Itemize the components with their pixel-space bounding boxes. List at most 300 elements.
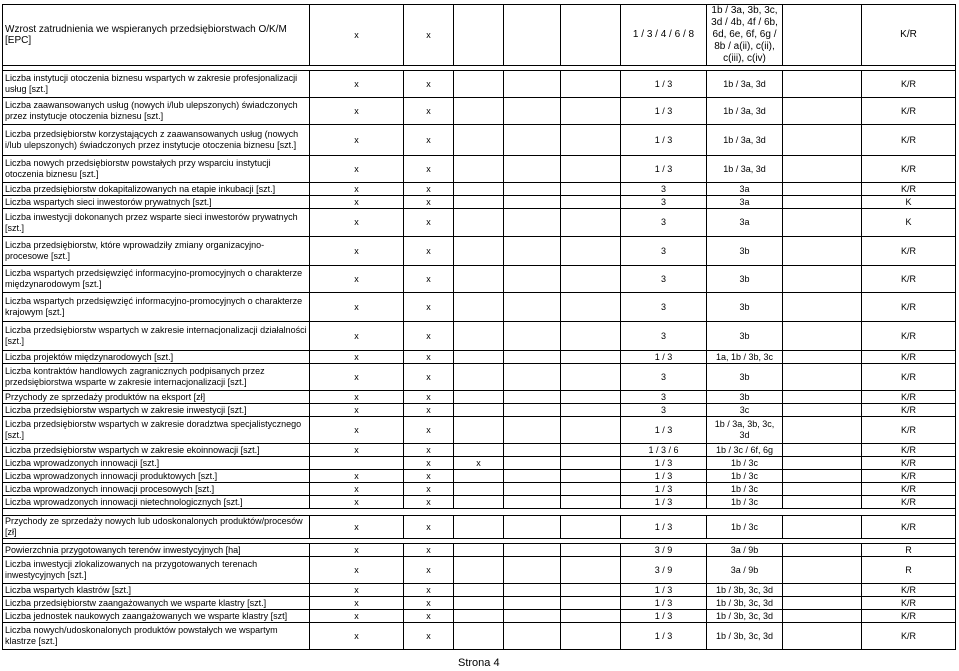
table-row [3,209,956,237]
mark-cell: x [310,483,404,496]
level-cell: K/R [862,293,956,322]
mark-cell [454,444,504,457]
table-row [3,544,956,557]
mark-cell: x [310,610,404,623]
level-cell: K/R [862,125,956,156]
empty-cell [561,293,621,322]
table-row [3,584,956,597]
table-row [3,237,956,266]
empty-cell [504,351,561,364]
axis-number-cell: 1 / 3 [621,516,707,539]
indicators-table [2,4,956,650]
level-cell: K/R [862,156,956,183]
mark-cell: x [404,470,454,483]
priority-codes-cell: 3b [707,364,783,391]
empty-cell [561,496,621,509]
level-cell: K/R [862,444,956,457]
empty-cell [504,364,561,391]
empty-cell [561,544,621,557]
axis-number-cell: 1 / 3 [621,457,707,470]
mark-cell: x [404,209,454,237]
level-cell: K/R [862,266,956,293]
mark-cell: x [404,391,454,404]
indicator-name-cell: Liczba przedsiębiorstw wspartych w zakresie internacjonalizacji działalności [szt.] [3,322,310,351]
empty-cell [783,98,862,125]
empty-cell [783,196,862,209]
empty-cell [561,623,621,650]
empty-cell [561,516,621,539]
table-row [3,322,956,351]
level-cell: R [862,557,956,584]
table-row [3,266,956,293]
table-row [3,196,956,209]
axis-number-cell: 3 [621,209,707,237]
level-cell: K/R [862,404,956,417]
table-row [3,404,956,417]
level-cell: K/R [862,417,956,444]
axis-number-cell: 3 [621,322,707,351]
mark-cell [454,544,504,557]
level-cell: K/R [862,364,956,391]
mark-cell [454,98,504,125]
mark-cell: x [310,444,404,457]
priority-codes-cell: 1b / 3a, 3b, 3c, 3d / 4b, 4f / 6b, 6d, 6e, 6f, 6g / 8b / a(ii), c(ii), c(iii), c(iv) [707,5,783,66]
empty-cell [504,209,561,237]
mark-cell: x [404,196,454,209]
priority-codes-cell: 3b [707,391,783,404]
mark-cell: x [404,404,454,417]
level-cell: K/R [862,183,956,196]
table-row [3,351,956,364]
axis-number-cell: 1 / 3 [621,125,707,156]
mark-cell: x [310,364,404,391]
mark-cell: x [404,5,454,66]
mark-cell: x [404,610,454,623]
table-row [3,183,956,196]
empty-cell [504,196,561,209]
priority-codes-cell: 3b [707,322,783,351]
empty-cell [504,584,561,597]
axis-number-cell: 1 / 3 / 6 [621,444,707,457]
empty-cell [561,71,621,98]
axis-number-cell: 1 / 3 [621,597,707,610]
empty-cell [504,98,561,125]
mark-cell: x [310,237,404,266]
empty-cell [561,209,621,237]
mark-cell: x [404,623,454,650]
axis-number-cell: 1 / 3 [621,584,707,597]
mark-cell: x [310,516,404,539]
empty-cell [783,404,862,417]
table-row [3,417,956,444]
mark-cell [454,417,504,444]
empty-cell [783,457,862,470]
mark-cell: x [404,364,454,391]
indicator-name-cell: Liczba wspartych klastrów [szt.] [3,584,310,597]
indicator-name-cell: Liczba instytucji otoczenia biznesu wspartych w zakresie profesjonalizacji usług [szt.] [3,71,310,98]
axis-number-cell: 3 [621,364,707,391]
empty-cell [561,322,621,351]
table-row [3,496,956,509]
axis-number-cell: 1 / 3 [621,98,707,125]
mark-cell [454,623,504,650]
indicator-name-cell: Liczba kontraktów handlowych zagranicznych podpisanych przez przedsiębiorstwa wsparte w zakresie internacjonalizacji [szt.] [3,364,310,391]
priority-codes-cell: 3a [707,209,783,237]
empty-cell [561,610,621,623]
mark-cell [454,293,504,322]
empty-cell [783,417,862,444]
priority-codes-cell: 3b [707,237,783,266]
mark-cell: x [454,457,504,470]
mark-cell: x [404,444,454,457]
mark-cell [454,610,504,623]
empty-cell [561,237,621,266]
indicator-name-cell: Liczba projektów międzynarodowych [szt.] [3,351,310,364]
mark-cell: x [310,71,404,98]
level-cell: K/R [862,470,956,483]
priority-codes-cell: 1b / 3a, 3d [707,71,783,98]
empty-cell [783,391,862,404]
empty-cell [783,71,862,98]
empty-cell [783,584,862,597]
table-row [3,156,956,183]
empty-cell [561,98,621,125]
empty-cell [783,125,862,156]
mark-cell [454,183,504,196]
empty-cell [561,351,621,364]
level-cell: K/R [862,237,956,266]
empty-cell [783,5,862,66]
level-cell: K/R [862,322,956,351]
level-cell: K/R [862,516,956,539]
table-row [3,444,956,457]
table-row [3,71,956,98]
empty-cell [561,156,621,183]
mark-cell: x [404,156,454,183]
indicator-name-cell: Liczba przedsiębiorstw zaangażowanych we wsparte klastry [szt.] [3,597,310,610]
mark-cell [454,557,504,584]
mark-cell: x [404,496,454,509]
level-cell: K/R [862,71,956,98]
level-cell: K/R [862,610,956,623]
empty-cell [504,322,561,351]
mark-cell [454,125,504,156]
spacer-row [3,509,956,516]
empty-cell [561,597,621,610]
indicator-name-cell: Liczba wspartych przedsięwzięć informacyjno-promocyjnych o charakterze krajowym [szt.] [3,293,310,322]
empty-cell [783,293,862,322]
mark-cell [454,156,504,183]
mark-cell: x [404,351,454,364]
axis-number-cell: 1 / 3 [621,156,707,183]
table-body [3,5,956,650]
empty-cell [561,125,621,156]
mark-cell: x [404,417,454,444]
level-cell: K/R [862,584,956,597]
priority-codes-cell: 1b / 3b, 3c, 3d [707,597,783,610]
empty-cell [504,5,561,66]
mark-cell: x [404,98,454,125]
empty-cell [504,266,561,293]
mark-cell: x [310,125,404,156]
level-cell: K/R [862,391,956,404]
axis-number-cell: 1 / 3 [621,351,707,364]
mark-cell: x [404,71,454,98]
empty-cell [783,483,862,496]
indicator-name-cell: Liczba wprowadzonych innowacji [szt.] [3,457,310,470]
priority-codes-cell: 1b / 3c / 6f, 6g [707,444,783,457]
table-row [3,457,956,470]
mark-cell: x [310,470,404,483]
empty-cell [504,516,561,539]
indicator-name-cell: Przychody ze sprzedaży nowych lub udoskonalonych produktów/procesów [zł] [3,516,310,539]
level-cell: K [862,209,956,237]
empty-cell [504,125,561,156]
empty-cell [504,457,561,470]
empty-cell [783,266,862,293]
level-cell: K/R [862,457,956,470]
level-cell: K/R [862,483,956,496]
axis-number-cell: 3 / 9 [621,557,707,584]
level-cell: R [862,544,956,557]
priority-codes-cell: 1b / 3b, 3c, 3d [707,584,783,597]
mark-cell: x [310,5,404,66]
indicator-name-cell: Liczba przedsiębiorstw wspartych w zakresie inwestycji [szt.] [3,404,310,417]
level-cell: K [862,196,956,209]
priority-codes-cell: 1a, 1b / 3b, 3c [707,351,783,364]
table-row [3,293,956,322]
empty-cell [504,496,561,509]
empty-cell [783,610,862,623]
empty-cell [504,71,561,98]
indicator-name-cell: Liczba przedsiębiorstw korzystających z zaawansowanych usług (nowych i/lub ulepszonych) świadczonych przez instytucje otoczenia biznesu [szt.] [3,125,310,156]
empty-cell [504,623,561,650]
mark-cell: x [310,351,404,364]
empty-cell [783,623,862,650]
mark-cell [454,5,504,66]
mark-cell [454,364,504,391]
empty-cell [504,470,561,483]
axis-number-cell: 3 [621,183,707,196]
empty-cell [561,404,621,417]
empty-cell [561,196,621,209]
table-row [3,623,956,650]
mark-cell: x [310,544,404,557]
priority-codes-cell: 3a / 9b [707,557,783,584]
mark-cell: x [310,597,404,610]
empty-cell [783,516,862,539]
empty-cell [561,183,621,196]
priority-codes-cell: 1b / 3c [707,470,783,483]
mark-cell [454,516,504,539]
empty-cell [504,597,561,610]
empty-cell [561,584,621,597]
empty-cell [783,322,862,351]
priority-codes-cell: 1b / 3c [707,496,783,509]
mark-cell: x [404,293,454,322]
empty-cell [783,364,862,391]
priority-codes-cell: 1b / 3a, 3d [707,125,783,156]
mark-cell: x [310,496,404,509]
empty-cell [504,156,561,183]
empty-cell [504,404,561,417]
mark-cell: x [310,293,404,322]
mark-cell: x [404,544,454,557]
table-row [3,470,956,483]
mark-cell: x [310,209,404,237]
axis-number-cell: 3 [621,237,707,266]
indicator-name-cell: Liczba przedsiębiorstw wspartych w zakresie ekoinnowacji [szt.] [3,444,310,457]
axis-number-cell: 1 / 3 [621,496,707,509]
mark-cell [454,237,504,266]
priority-codes-cell: 3b [707,293,783,322]
empty-cell [561,266,621,293]
table-row [3,557,956,584]
mark-cell: x [310,623,404,650]
empty-cell [783,209,862,237]
empty-cell [504,183,561,196]
empty-cell [783,237,862,266]
mark-cell: x [310,196,404,209]
mark-cell: x [310,98,404,125]
mark-cell: x [310,156,404,183]
indicator-name-cell: Wzrost zatrudnienia we wspieranych przedsiębiorstwach O/K/M [EPC] [3,5,310,66]
mark-cell: x [404,183,454,196]
axis-number-cell: 1 / 3 [621,610,707,623]
table-row [3,98,956,125]
axis-number-cell: 1 / 3 [621,470,707,483]
mark-cell [454,196,504,209]
empty-cell [504,610,561,623]
level-cell: K/R [862,496,956,509]
empty-cell [561,417,621,444]
mark-cell: x [310,557,404,584]
priority-codes-cell: 3b [707,266,783,293]
indicator-name-cell: Liczba inwestycji dokonanych przez wsparte sieci inwestorów prywatnych [szt.] [3,209,310,237]
priority-codes-cell: 3a [707,183,783,196]
empty-cell [561,557,621,584]
empty-cell [561,5,621,66]
priority-codes-cell: 3a [707,196,783,209]
indicator-name-cell: Liczba wspartych przedsięwzięć informacyjno-promocyjnych o charakterze międzynarodowym [szt.] [3,266,310,293]
mark-cell: x [404,557,454,584]
axis-number-cell: 1 / 3 [621,483,707,496]
empty-cell [561,470,621,483]
priority-codes-cell: 1b / 3c [707,483,783,496]
empty-cell [783,351,862,364]
level-cell: K/R [862,5,956,66]
spacer-cell [3,509,956,516]
empty-cell [504,391,561,404]
mark-cell [454,470,504,483]
priority-codes-cell: 1b / 3c [707,457,783,470]
indicator-name-cell: Liczba wprowadzonych innowacji nietechnologicznych [szt.] [3,496,310,509]
indicator-name-cell: Liczba wspartych sieci inwestorów prywatnych [szt.] [3,196,310,209]
empty-cell [561,364,621,391]
priority-codes-cell: 3a / 9b [707,544,783,557]
empty-cell [783,557,862,584]
level-cell: K/R [862,98,956,125]
mark-cell: x [404,597,454,610]
mark-cell [454,351,504,364]
axis-number-cell: 1 / 3 / 4 / 6 / 8 [621,5,707,66]
indicator-name-cell: Powierzchnia przygotowanych terenów inwestycyjnych [ha] [3,544,310,557]
mark-cell [310,457,404,470]
mark-cell: x [404,516,454,539]
mark-cell: x [310,322,404,351]
mark-cell [454,322,504,351]
mark-cell: x [310,404,404,417]
empty-cell [504,544,561,557]
mark-cell: x [404,322,454,351]
table-row [3,516,956,539]
priority-codes-cell: 1b / 3b, 3c, 3d [707,610,783,623]
priority-codes-cell: 1b / 3a, 3d [707,98,783,125]
priority-codes-cell: 1b / 3b, 3c, 3d [707,623,783,650]
mark-cell [454,404,504,417]
empty-cell [504,483,561,496]
indicator-name-cell: Liczba inwestycji zlokalizowanych na przygotowanych terenach inwestycyjnych [szt.] [3,557,310,584]
indicator-name-cell: Liczba nowych/udoskonalonych produktów powstałych we wspartym klastrze [szt.] [3,623,310,650]
empty-cell [561,457,621,470]
page-number: Strona 4 [458,657,500,669]
table-row [3,391,956,404]
indicator-name-cell: Liczba wprowadzonych innowacji produktowych [szt.] [3,470,310,483]
axis-number-cell: 3 [621,196,707,209]
level-cell: K/R [862,623,956,650]
empty-cell [783,496,862,509]
priority-codes-cell: 1b / 3a, 3d [707,156,783,183]
mark-cell: x [310,584,404,597]
mark-cell: x [404,457,454,470]
mark-cell: x [404,237,454,266]
indicator-name-cell: Liczba przedsiębiorstw wspartych w zakresie doradztwa specjalistycznego [szt.] [3,417,310,444]
mark-cell [454,483,504,496]
empty-cell [504,557,561,584]
axis-number-cell: 3 [621,266,707,293]
indicator-name-cell: Liczba zaawansowanych usług (nowych i/lub ulepszonych) świadczonych przez instytucje otoczenia biznesu [szt.] [3,98,310,125]
table-row [3,610,956,623]
indicator-name-cell: Liczba jednostek naukowych zaangażowanych we wsparte klastry [szt] [3,610,310,623]
empty-cell [783,156,862,183]
indicator-name-cell: Przychody ze sprzedaży produktów na eksport [zł] [3,391,310,404]
mark-cell [454,209,504,237]
header-row [3,5,956,66]
mark-cell: x [404,483,454,496]
axis-number-cell: 1 / 3 [621,417,707,444]
empty-cell [561,483,621,496]
empty-cell [561,444,621,457]
priority-codes-cell: 3c [707,404,783,417]
axis-number-cell: 1 / 3 [621,623,707,650]
empty-cell [504,444,561,457]
empty-cell [783,470,862,483]
axis-number-cell: 3 [621,293,707,322]
mark-cell [454,391,504,404]
empty-cell [783,183,862,196]
mark-cell: x [404,584,454,597]
axis-number-cell: 3 / 9 [621,544,707,557]
mark-cell [454,266,504,293]
empty-cell [561,391,621,404]
empty-cell [504,417,561,444]
table-row [3,125,956,156]
level-cell: K/R [862,351,956,364]
axis-number-cell: 3 [621,404,707,417]
indicator-name-cell: Liczba wprowadzonych innowacji procesowych [szt.] [3,483,310,496]
indicator-name-cell: Liczba przedsiębiorstw, które wprowadziły zmiany organizacyjno-procesowe [szt.] [3,237,310,266]
mark-cell: x [310,266,404,293]
